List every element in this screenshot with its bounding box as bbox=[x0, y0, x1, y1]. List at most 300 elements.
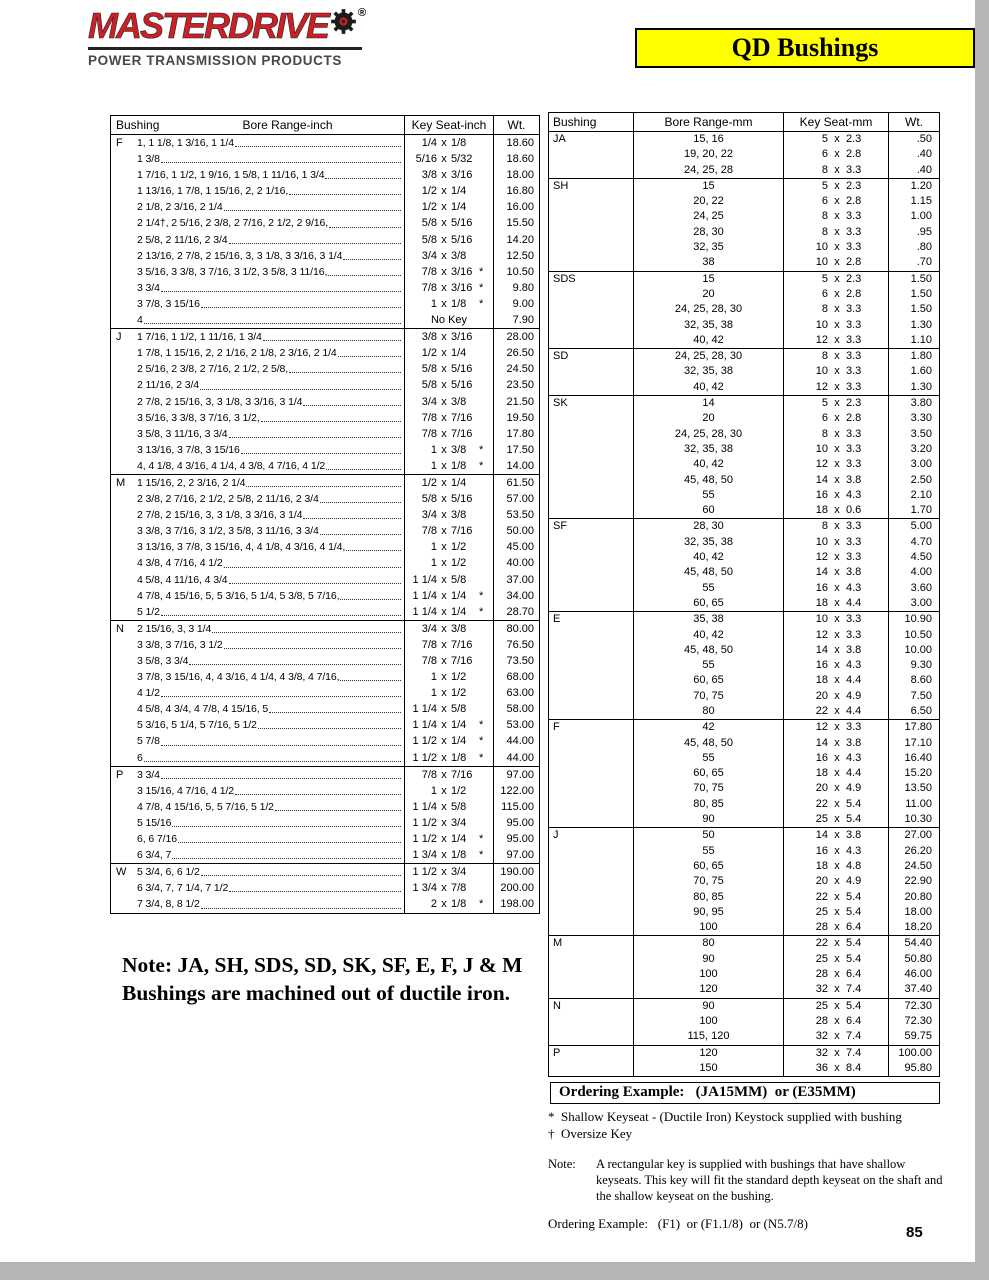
weight-cell: 3.80 bbox=[888, 396, 939, 411]
table-row bbox=[549, 766, 939, 781]
table-row bbox=[549, 550, 939, 565]
bore-range-cell: 24, 25 bbox=[633, 209, 783, 224]
key-x-separator: x bbox=[834, 859, 840, 872]
dot-leader bbox=[326, 458, 401, 470]
bushing-code-cell bbox=[111, 880, 137, 896]
key-x-separator: x bbox=[834, 241, 840, 254]
key-depth: 5.4 bbox=[846, 813, 862, 826]
table-row bbox=[111, 248, 539, 264]
bushing-code-cell: N bbox=[553, 999, 561, 1012]
key-x-separator: x bbox=[834, 504, 840, 517]
key-footnote-marker: * bbox=[479, 605, 484, 618]
bushing-code-cell bbox=[549, 333, 633, 348]
bushing-code-cell bbox=[549, 163, 633, 178]
key-seat-cell bbox=[783, 890, 888, 905]
mm-table-header bbox=[549, 113, 939, 132]
table-row bbox=[549, 673, 939, 688]
table-row bbox=[549, 628, 939, 643]
bushing-group-SDS bbox=[549, 271, 939, 348]
key-seat-cell bbox=[404, 410, 493, 426]
bushing-code-cell bbox=[111, 280, 137, 296]
weight-cell: 76.50 bbox=[493, 637, 539, 653]
weight-cell: 10.00 bbox=[888, 643, 939, 658]
bushing-code-cell bbox=[549, 766, 633, 781]
bore-range-cell bbox=[137, 604, 404, 620]
bore-range-cell bbox=[137, 458, 404, 474]
weight-cell: 16.80 bbox=[493, 183, 539, 199]
key-x-separator: x bbox=[834, 905, 840, 918]
key-width: 14 bbox=[815, 736, 828, 749]
key-seat-cell bbox=[404, 685, 493, 701]
key-width: 3/8 bbox=[421, 331, 437, 344]
bushing-group-M bbox=[111, 474, 539, 620]
weight-cell: 97.00 bbox=[493, 847, 539, 863]
key-seat-cell bbox=[404, 783, 493, 799]
bore-range-cell: 90 bbox=[633, 952, 783, 967]
bushing-code-cell bbox=[549, 628, 633, 643]
key-width: 12 bbox=[815, 458, 828, 471]
key-footnote-marker: * bbox=[479, 281, 484, 294]
weight-cell: 1.50 bbox=[888, 302, 939, 317]
key-depth: 2.3 bbox=[846, 272, 862, 285]
dot-leader bbox=[224, 555, 401, 567]
bore-range-cell: 50 bbox=[633, 828, 783, 843]
key-seat-cell bbox=[783, 194, 888, 209]
bushing-code-cell bbox=[549, 194, 633, 209]
key-footnote-marker bbox=[479, 555, 493, 571]
dot-leader bbox=[224, 637, 401, 649]
key-seat-cell bbox=[783, 163, 888, 178]
key-width: 16 bbox=[815, 488, 828, 501]
weight-cell: 21.50 bbox=[493, 394, 539, 410]
key-x-separator: x bbox=[441, 735, 447, 748]
table-row bbox=[111, 701, 539, 717]
bushing-code-cell: J bbox=[553, 829, 559, 842]
key-x-separator: x bbox=[834, 427, 840, 440]
key-width: 7/8 bbox=[421, 638, 437, 651]
dot-leader bbox=[172, 847, 401, 859]
key-seat-cell bbox=[783, 812, 888, 827]
bore-range-text: 4 5/8, 4 11/16, 4 3/4 bbox=[137, 573, 228, 586]
key-x-separator: x bbox=[441, 751, 447, 764]
key-footnote-marker bbox=[479, 135, 493, 151]
bushing-code-cell bbox=[549, 1014, 633, 1029]
weight-cell: 1.10 bbox=[888, 333, 939, 348]
key-seat-cell bbox=[783, 844, 888, 859]
col-header-bore-mm: Bore Range-mm bbox=[633, 113, 783, 131]
bore-range-cell bbox=[137, 831, 404, 847]
bushing-code-cell bbox=[549, 411, 633, 426]
weight-cell: 50.00 bbox=[493, 523, 539, 539]
key-depth: 3.3 bbox=[846, 628, 862, 641]
key-seat-cell bbox=[783, 797, 888, 812]
table-row bbox=[111, 815, 539, 831]
table-row bbox=[549, 612, 939, 627]
key-seat-cell bbox=[783, 473, 888, 488]
weight-cell: 20.80 bbox=[888, 890, 939, 905]
bushing-code-cell: P bbox=[553, 1046, 561, 1059]
key-width: 3/4 bbox=[421, 249, 437, 262]
bushing-code-cell bbox=[111, 669, 137, 685]
key-width: 8 bbox=[821, 225, 828, 238]
weight-cell: 1.30 bbox=[888, 318, 939, 333]
key-depth: 3/4 bbox=[451, 866, 467, 879]
key-seat-cell bbox=[783, 396, 888, 411]
key-width: 5 bbox=[821, 272, 828, 285]
key-x-separator: x bbox=[441, 525, 447, 538]
dot-leader bbox=[340, 669, 401, 681]
bore-range-cell bbox=[137, 799, 404, 815]
key-depth: 4.3 bbox=[846, 581, 862, 594]
key-depth: 4.4 bbox=[846, 596, 862, 609]
key-depth: 7/16 bbox=[451, 427, 473, 440]
key-seat-cell bbox=[783, 457, 888, 472]
key-x-separator: x bbox=[834, 442, 840, 455]
gear-icon bbox=[330, 8, 357, 35]
dot-leader bbox=[325, 167, 401, 179]
weight-cell: 4.70 bbox=[888, 535, 939, 550]
key-width: 8 bbox=[821, 350, 828, 363]
key-depth: 1/8 bbox=[451, 751, 467, 764]
key-x-separator: x bbox=[441, 671, 447, 684]
bore-range-cell: 115, 120 bbox=[633, 1029, 783, 1044]
bushing-group-P bbox=[111, 766, 539, 864]
key-seat-cell bbox=[404, 345, 493, 361]
table-row bbox=[111, 329, 539, 345]
key-x-separator: x bbox=[441, 265, 447, 278]
key-x-separator: x bbox=[834, 551, 840, 564]
key-footnote-marker bbox=[479, 183, 493, 199]
key-seat-cell bbox=[404, 475, 493, 491]
key-depth: 7.4 bbox=[846, 1030, 862, 1043]
dot-leader bbox=[161, 733, 401, 745]
weight-cell: 10.50 bbox=[493, 264, 539, 280]
table-row bbox=[549, 411, 939, 426]
key-depth: 5/16 bbox=[451, 363, 473, 376]
dot-leader bbox=[303, 394, 401, 406]
note-text: A rectangular key is supplied with bushings that have shallow keyseats. This key will fit the standard depth keyseat on the shaft and the shallow keyseat on the bushing. bbox=[596, 1157, 943, 1203]
weight-cell: 95.00 bbox=[493, 831, 539, 847]
key-seat-cell bbox=[783, 596, 888, 611]
bushing-code-cell bbox=[549, 302, 633, 317]
key-footnote-marker: * bbox=[479, 265, 484, 278]
bore-range-cell: 55 bbox=[633, 658, 783, 673]
bushing-code-cell: SF bbox=[553, 520, 568, 533]
table-row bbox=[549, 936, 939, 951]
key-seat-cell bbox=[783, 936, 888, 951]
key-seat-cell bbox=[404, 312, 493, 328]
key-width: 1/2 bbox=[421, 476, 437, 489]
key-width: 16 bbox=[815, 844, 828, 857]
dot-leader bbox=[328, 264, 401, 276]
weight-cell: .70 bbox=[888, 255, 939, 270]
key-depth: 7.4 bbox=[846, 983, 862, 996]
key-footnote-marker: * bbox=[479, 751, 484, 764]
bushing-code-cell: SK bbox=[553, 397, 568, 410]
bushing-code-cell bbox=[111, 717, 137, 733]
key-x-separator: x bbox=[441, 800, 447, 813]
key-depth: 4.9 bbox=[846, 689, 862, 702]
bore-range-cell bbox=[137, 442, 404, 458]
key-width: 1 3/4 bbox=[412, 849, 437, 862]
bore-range-cell: 32, 35, 38 bbox=[633, 442, 783, 457]
key-depth: 3.3 bbox=[846, 318, 862, 331]
key-depth: 7/16 bbox=[451, 411, 473, 424]
key-seat-cell bbox=[783, 704, 888, 719]
key-depth: 3/16 bbox=[451, 265, 473, 278]
bore-range-text: 2 1/8, 2 3/16, 2 1/4 bbox=[137, 201, 223, 214]
weight-cell: 80.00 bbox=[493, 621, 539, 637]
weight-cell: 63.00 bbox=[493, 685, 539, 701]
weight-cell: 16.40 bbox=[888, 751, 939, 766]
key-depth: 5/16 bbox=[451, 233, 473, 246]
table-row bbox=[111, 442, 539, 458]
key-x-separator: x bbox=[441, 833, 447, 846]
table-row bbox=[111, 896, 539, 912]
bore-range-cell: 100 bbox=[633, 967, 783, 982]
key-seat-cell bbox=[783, 349, 888, 364]
dot-leader bbox=[224, 199, 401, 211]
key-x-separator: x bbox=[834, 890, 840, 903]
key-x-separator: x bbox=[834, 350, 840, 363]
key-x-separator: x bbox=[441, 589, 447, 602]
table-row bbox=[549, 1014, 939, 1029]
weight-cell: 18.20 bbox=[888, 920, 939, 935]
bore-range-cell bbox=[137, 864, 404, 880]
table-row bbox=[111, 507, 539, 523]
key-depth: 1/2 bbox=[451, 541, 467, 554]
key-x-separator: x bbox=[834, 458, 840, 471]
bore-range-text: 2 11/16, 2 3/4 bbox=[137, 379, 200, 392]
bore-range-cell: 55 bbox=[633, 751, 783, 766]
bushing-code-cell bbox=[111, 394, 137, 410]
table-row bbox=[111, 847, 539, 863]
bore-range-cell bbox=[137, 151, 404, 167]
key-x-separator: x bbox=[441, 638, 447, 651]
table-row bbox=[549, 920, 939, 935]
key-width: 20 bbox=[815, 875, 828, 888]
bore-range-text: 3 3/8, 3 7/16, 3 1/2, 3 5/8, 3 11/16, 3 3/4 bbox=[137, 525, 319, 538]
key-width: 5 bbox=[821, 397, 828, 410]
key-x-separator: x bbox=[834, 520, 840, 533]
weight-cell: 44.00 bbox=[493, 750, 539, 766]
key-x-separator: x bbox=[441, 687, 447, 700]
key-footnote-marker bbox=[479, 815, 493, 831]
key-x-separator: x bbox=[834, 179, 840, 192]
brand-name: MASTERDRIVE bbox=[88, 5, 329, 46]
bore-range-cell bbox=[137, 896, 404, 912]
bushing-code-cell bbox=[549, 255, 633, 270]
key-depth: 3/8 bbox=[451, 249, 467, 262]
bushing-code-cell bbox=[111, 296, 137, 312]
col-header-bore-inch: Bore Range-inch bbox=[242, 118, 333, 132]
key-seat-text: No Key bbox=[430, 314, 468, 327]
weight-cell: 1.15 bbox=[888, 194, 939, 209]
table-row bbox=[111, 426, 539, 442]
key-width: 14 bbox=[815, 829, 828, 842]
table-row bbox=[111, 410, 539, 426]
bushing-code-cell bbox=[549, 318, 633, 333]
table-row bbox=[549, 905, 939, 920]
key-x-separator: x bbox=[441, 622, 447, 635]
table-row bbox=[549, 859, 939, 874]
key-depth: 5.4 bbox=[846, 905, 862, 918]
key-seat-cell bbox=[404, 458, 493, 474]
key-width: 16 bbox=[815, 659, 828, 672]
key-x-separator: x bbox=[441, 395, 447, 408]
key-depth: 2.3 bbox=[846, 397, 862, 410]
dot-leader bbox=[161, 767, 401, 779]
col-header-weight: Wt. bbox=[888, 113, 939, 131]
weight-cell: 28.00 bbox=[493, 329, 539, 345]
bore-range-text: 2 7/8, 2 15/16, 3, 3 1/8, 3 3/16, 3 1/4 bbox=[137, 509, 303, 522]
key-width: 7/8 bbox=[421, 525, 437, 538]
bore-range-cell: 15 bbox=[633, 179, 783, 194]
key-x-separator: x bbox=[834, 829, 840, 842]
key-depth: 4.4 bbox=[846, 674, 862, 687]
weight-cell: 22.90 bbox=[888, 874, 939, 889]
key-seat-cell bbox=[783, 952, 888, 967]
key-width: 7/8 bbox=[421, 427, 437, 440]
key-footnote-marker bbox=[479, 669, 493, 685]
key-footnote-marker bbox=[479, 232, 493, 248]
bore-range-cell: 19, 20, 22 bbox=[633, 147, 783, 162]
table-row bbox=[549, 457, 939, 472]
bushing-code-cell bbox=[111, 507, 137, 523]
bushing-code-cell bbox=[549, 673, 633, 688]
weight-cell: 1.20 bbox=[888, 179, 939, 194]
bore-range-text: 5 7/8 bbox=[137, 735, 160, 748]
key-seat-cell bbox=[404, 896, 493, 912]
key-x-separator: x bbox=[834, 210, 840, 223]
bore-range-cell: 32, 35 bbox=[633, 240, 783, 255]
bushing-code-cell bbox=[549, 704, 633, 719]
weight-cell: 4.50 bbox=[888, 550, 939, 565]
bore-range-cell: 40, 42 bbox=[633, 628, 783, 643]
bushing-code-cell bbox=[549, 596, 633, 611]
dot-leader bbox=[235, 783, 401, 795]
table-row bbox=[549, 349, 939, 364]
table-row bbox=[549, 999, 939, 1014]
key-width: 5/8 bbox=[421, 217, 437, 230]
weight-cell: 40.00 bbox=[493, 555, 539, 571]
inch-bushing-table bbox=[110, 115, 540, 914]
key-x-separator: x bbox=[834, 596, 840, 609]
bushing-group-SD bbox=[549, 348, 939, 395]
weight-cell: 9.30 bbox=[888, 658, 939, 673]
bore-range-cell: 60 bbox=[633, 503, 783, 518]
weight-cell: 14.20 bbox=[493, 232, 539, 248]
key-x-separator: x bbox=[834, 566, 840, 579]
key-width: 22 bbox=[815, 704, 828, 717]
bushing-code-cell bbox=[549, 751, 633, 766]
key-depth: 6.4 bbox=[846, 921, 862, 934]
weight-cell: 9.80 bbox=[493, 280, 539, 296]
table-row bbox=[549, 890, 939, 905]
key-seat-cell bbox=[783, 209, 888, 224]
key-x-separator: x bbox=[441, 281, 447, 294]
key-width: 3/4 bbox=[421, 395, 437, 408]
bushing-code-cell bbox=[549, 473, 633, 488]
key-x-separator: x bbox=[834, 1030, 840, 1043]
table-row bbox=[111, 733, 539, 749]
bushing-code-cell bbox=[111, 167, 137, 183]
dot-leader bbox=[263, 329, 401, 341]
weight-cell: 6.50 bbox=[888, 704, 939, 719]
key-depth: 1/2 bbox=[451, 784, 467, 797]
masterdrive-logo bbox=[88, 5, 367, 68]
bore-range-cell bbox=[137, 280, 404, 296]
key-x-separator: x bbox=[441, 427, 447, 440]
bushing-code-cell bbox=[111, 539, 137, 555]
table-row bbox=[111, 750, 539, 766]
weight-cell: 34.00 bbox=[493, 588, 539, 604]
key-width: 36 bbox=[815, 1061, 828, 1074]
table-row bbox=[549, 565, 939, 580]
bushing-group-F bbox=[111, 135, 539, 328]
key-seat-cell bbox=[783, 318, 888, 333]
table-row bbox=[111, 167, 539, 183]
key-seat-cell bbox=[404, 733, 493, 749]
key-width: 1 bbox=[430, 297, 437, 310]
weight-cell: 95.80 bbox=[888, 1061, 939, 1076]
key-width: 3/4 bbox=[421, 509, 437, 522]
key-width: 25 bbox=[815, 999, 828, 1012]
bore-range-text: 2 5/16, 2 3/8, 2 7/16, 2 1/2, 2 5/8, bbox=[137, 363, 289, 376]
key-footnote-marker bbox=[479, 572, 493, 588]
key-width: 12 bbox=[815, 551, 828, 564]
col-header-keyseat-mm: Key Seat-mm bbox=[783, 113, 888, 131]
key-x-separator: x bbox=[834, 133, 840, 145]
table-row bbox=[111, 523, 539, 539]
brand-subtitle: POWER TRANSMISSION PRODUCTS bbox=[88, 53, 342, 68]
key-x-separator: x bbox=[834, 581, 840, 594]
key-seat-cell bbox=[404, 588, 493, 604]
bore-range-text: 3 5/16, 3 3/8, 3 7/16, 3 1/2, bbox=[137, 411, 260, 424]
dot-leader bbox=[200, 377, 401, 389]
key-width: 8 bbox=[821, 520, 828, 533]
bushing-code-cell bbox=[111, 312, 137, 328]
bushing-code-cell bbox=[111, 572, 137, 588]
table-row bbox=[549, 209, 939, 224]
key-x-separator: x bbox=[834, 797, 840, 810]
bore-range-text: 6 3/4, 7, 7 1/4, 7 1/2 bbox=[137, 882, 229, 895]
key-x-separator: x bbox=[834, 333, 840, 346]
col-header-weight: Wt. bbox=[493, 116, 539, 134]
weight-cell: 14.00 bbox=[493, 458, 539, 474]
weight-cell: 58.00 bbox=[493, 701, 539, 717]
bushing-group-J bbox=[549, 827, 939, 935]
key-depth: 5.4 bbox=[846, 890, 862, 903]
table-row bbox=[549, 503, 939, 518]
key-seat-cell bbox=[404, 847, 493, 863]
weight-cell: 37.00 bbox=[493, 572, 539, 588]
weight-cell: 27.00 bbox=[888, 828, 939, 843]
key-seat-cell bbox=[404, 426, 493, 442]
key-width: 5/8 bbox=[421, 379, 437, 392]
weight-cell: .40 bbox=[888, 147, 939, 162]
bore-range-cell: 100 bbox=[633, 920, 783, 935]
bore-range-cell bbox=[137, 880, 404, 896]
table-row bbox=[549, 581, 939, 596]
bushing-code-cell bbox=[111, 653, 137, 669]
key-depth: 5/16 bbox=[451, 217, 473, 230]
bore-range-text: 2 13/16, 2 7/8, 2 15/16, 3, 3 1/8, 3 3/16, 3 1/4 bbox=[137, 249, 343, 262]
weight-cell: 13.50 bbox=[888, 781, 939, 796]
key-depth: 4.8 bbox=[846, 859, 862, 872]
dot-leader bbox=[338, 345, 401, 357]
weight-cell: 12.50 bbox=[493, 248, 539, 264]
